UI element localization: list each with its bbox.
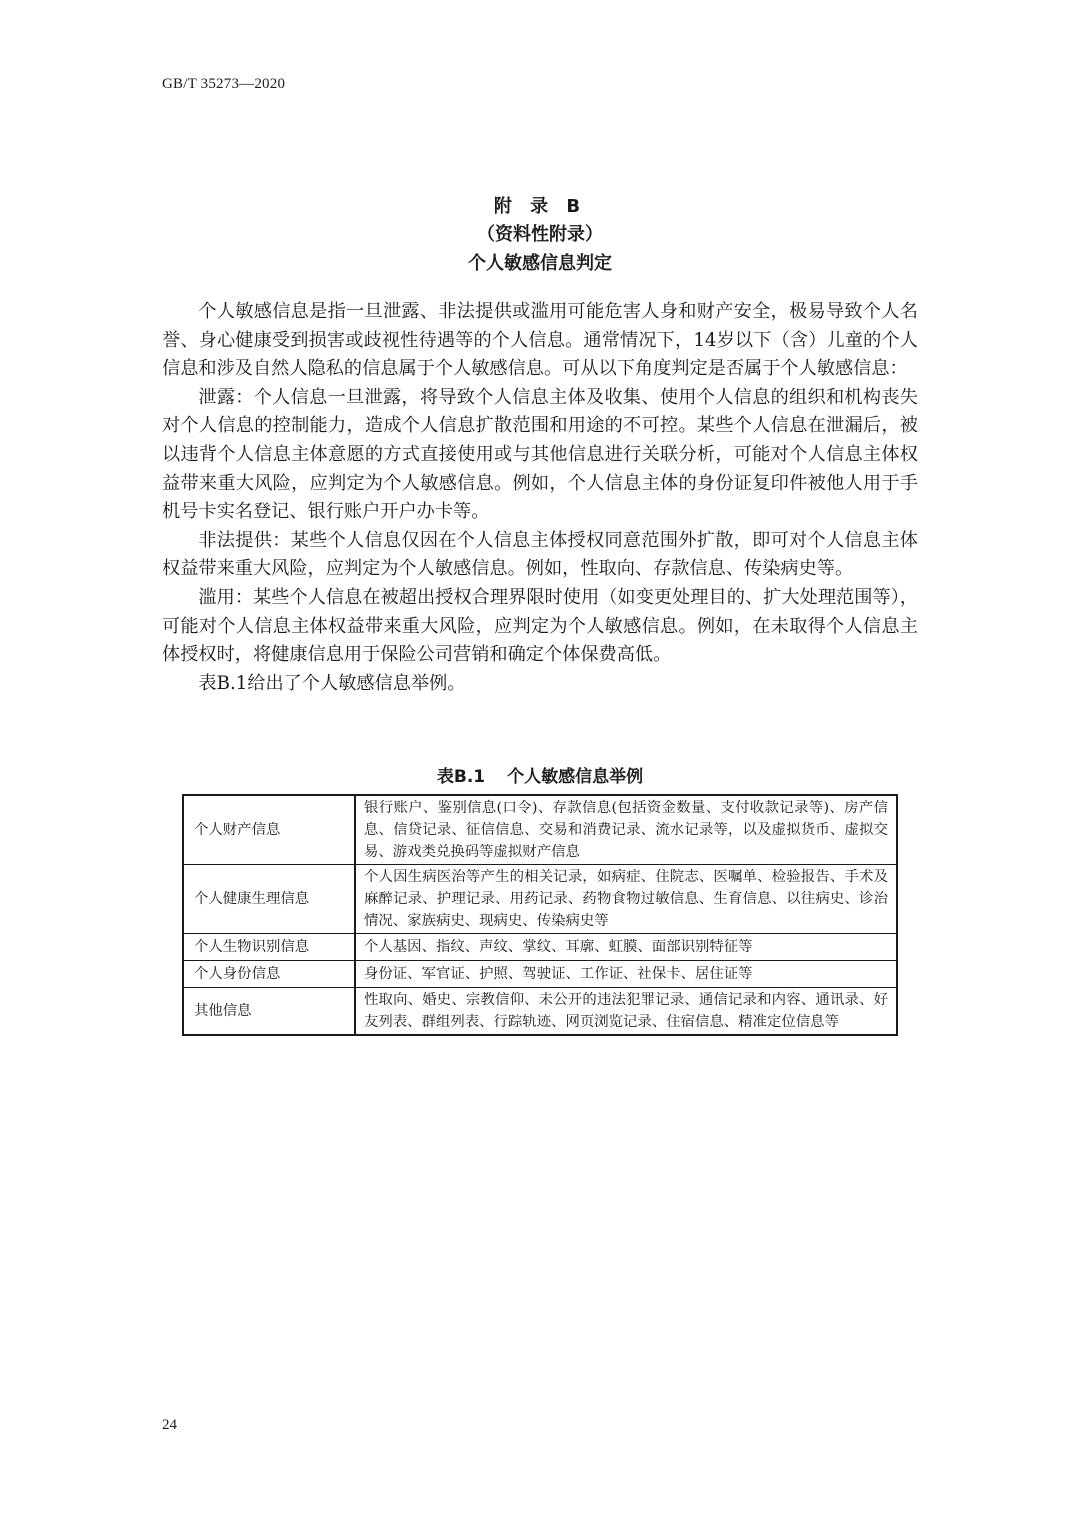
standard-code: GB/T 35273—2020 <box>162 76 286 92</box>
table-caption-title: 个人敏感信息举例 <box>507 767 644 787</box>
table-cell-category: 个人健康生理信息 <box>183 865 355 934</box>
table-caption-number: 表B.1 <box>436 767 486 787</box>
table-cell-examples: 身份证、军官证、护照、驾驶证、工作证、社保卡、居住证等 <box>355 961 897 988</box>
paragraph-illegal-provision: 非法提供：某些个人信息仅因在个人信息主体授权同意范围外扩散，即可对个人信息主体权益带来重大风险，应判定为个人敏感信息。例如，性取向、存款信息、传染病史等。 <box>162 529 918 580</box>
table-cell-examples: 个人因生病医治等产生的相关记录，如病症、住院志、医嘱单、检验报告、手术及麻醉记录、护理记录、用药记录、药物食物过敏信息、生育信息、以往病史、诊治情况、家族病史、现病史、传染病史等 <box>355 865 897 934</box>
table-cell-examples: 性取向、婚史、宗教信仰、未公开的违法犯罪记录、通信记录和内容、通讯录、好友列表、群组列表、行踪轨迹、网页浏览记录、住宿信息、精准定位信息等 <box>355 988 897 1036</box>
table-cell-category: 其他信息 <box>183 988 355 1036</box>
paragraph-abuse: 滥用：某些个人信息在被超出授权合理界限时使用（如变更处理目的、扩大处理范围等），可能对个人信息主体权益带来重大风险，应判定为个人敏感信息。例如，在未取得个人信息主体授权时，将健康信息用于保险公司营销和确定个体保费高低。 <box>162 586 918 666</box>
paragraph-definition: 个人敏感信息是指一旦泄露、非法提供或滥用可能危害人身和财产安全，极易导致个人名誉、身心健康受到损害或歧视性待遇等的个人信息。通常情况下，14岁以下（含）儿童的个人信息和涉及自然人隐私的信息属于个人敏感信息。可从以下角度判定是否属于个人敏感信息： <box>162 301 918 380</box>
appendix-title: 个人敏感信息判定 <box>468 253 612 274</box>
appendix-note: （资料性附录） <box>477 224 603 245</box>
table-row <box>183 934 897 961</box>
table-cell-category: 个人身份信息 <box>183 961 355 988</box>
body-text <box>162 298 918 698</box>
table-cell-examples: 个人基因、指纹、声纹、掌纹、耳廓、虹膜、面部识别特征等 <box>355 934 897 961</box>
table-caption <box>0 762 1080 787</box>
sensitive-info-table <box>182 794 898 1036</box>
appendix-label: 附 录 B <box>493 196 587 217</box>
table-row <box>183 961 897 988</box>
table-row <box>183 865 897 934</box>
table-row <box>183 795 897 865</box>
paragraph-table-intro: 表B.1给出了个人敏感信息举例。 <box>198 672 466 694</box>
table-row <box>183 988 897 1036</box>
paragraph-leakage: 泄露：个人信息一旦泄露，将导致个人信息主体及收集、使用个人信息的组织和机构丧失对个人信息的控制能力，造成个人信息扩散范围和用途的不可控。某些个人信息在泄漏后，被以违背个人信息主体意愿的方式直接使用或与其他信息进行关联分析，可能对个人信息主体权益带来重大风险，应判定为个人敏感信息。例如，个人信息主体的身份证复印件被他人用于手机号卡实名登记、银行账户开户办卡等。 <box>162 386 918 523</box>
table-cell-examples: 银行账户、鉴别信息(口令)、存款信息(包括资金数量、支付收款记录等)、房产信息、信贷记录、征信信息、交易和消费记录、流水记录等，以及虚拟货币、虚拟交易、游戏类兑换码等虚拟财产信息 <box>355 795 897 865</box>
page-number: 24 <box>162 1417 177 1433</box>
table-cell-category: 个人生物识别信息 <box>183 934 355 961</box>
table-cell-category: 个人财产信息 <box>183 795 355 865</box>
